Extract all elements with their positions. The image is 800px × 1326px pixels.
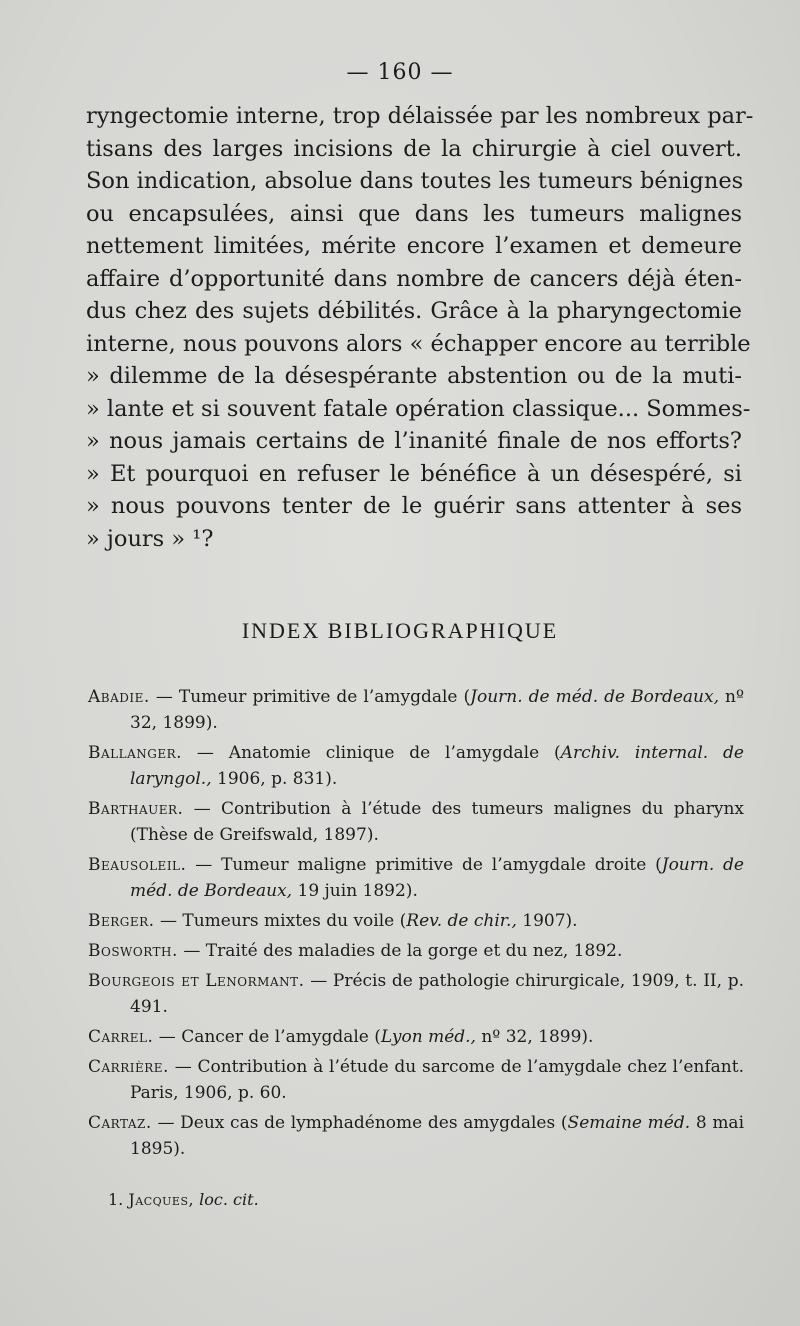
body-line: » Et pourquoi en refuser le bénéfice à un désespéré, si bbox=[86, 460, 742, 487]
bib-author: Ballanger. bbox=[88, 743, 183, 763]
bib-author: Bosworth. bbox=[88, 941, 178, 961]
bibliography-entry bbox=[88, 1024, 744, 1050]
page-number: — 160 — bbox=[346, 60, 454, 85]
body-paragraph bbox=[86, 100, 754, 555]
bib-journal: Archiv. internal. de laryngol., bbox=[130, 743, 744, 789]
bib-text: — Traité des maladies de la gorge et du nez, 1892. bbox=[177, 941, 623, 961]
body-line: » jours » ¹? bbox=[86, 525, 214, 552]
bibliography-entry bbox=[88, 1110, 744, 1162]
bibliography-entry bbox=[88, 796, 744, 848]
bibliography-entry bbox=[88, 908, 744, 934]
bib-author: Abadie. bbox=[88, 687, 150, 707]
section-title: INDEX BIBLIOGRAPHIQUE bbox=[241, 618, 559, 643]
bib-journal: Journ. de méd. de Bordeaux, bbox=[470, 687, 719, 707]
bib-text: — Anatomie clinique de l’amygdale ( bbox=[182, 743, 561, 763]
footnote bbox=[108, 1190, 259, 1209]
bib-author: Carrel. bbox=[88, 1027, 154, 1047]
bib-author: Carrière. bbox=[88, 1057, 169, 1077]
bib-text: — Deux cas de lymphadénome des amygdales ( bbox=[151, 1113, 568, 1133]
bib-author: Cartaz. bbox=[88, 1113, 152, 1133]
bib-text: — Tumeurs mixtes du voile ( bbox=[154, 911, 407, 931]
bib-journal: Journ. de méd. de Bordeaux, bbox=[130, 855, 744, 901]
body-line: Son indication, absolue dans toutes les tumeurs bénignes bbox=[86, 168, 744, 194]
bib-journal: Semaine méd. bbox=[567, 1113, 691, 1133]
body-line: ryngectomie interne, trop délaissée par les nombreux par- bbox=[86, 103, 754, 129]
bib-text: nº 32, 1899). bbox=[475, 1027, 594, 1047]
body-line: » nous jamais certains de l’inanité finale de nos efforts? bbox=[86, 428, 742, 454]
bibliography-entry bbox=[88, 852, 744, 904]
body-line: affaire d’opportunité dans nombre de cancers déjà éten- bbox=[86, 265, 742, 292]
bib-journal: Rev. de chir., bbox=[406, 911, 517, 931]
bib-text: nº 32, 1899). bbox=[130, 687, 744, 733]
bib-journal: Lyon méd., bbox=[380, 1027, 476, 1047]
bib-author: Berger. bbox=[88, 911, 155, 931]
body-line: » nous pouvons tenter de le guérir sans attenter à ses bbox=[86, 493, 742, 519]
body-line: dus chez des sujets débilités. Grâce à la pharyngectomie bbox=[86, 298, 742, 324]
footnote-reference: loc. cit. bbox=[199, 1190, 259, 1209]
bib-author: Barthauer. bbox=[88, 799, 184, 819]
bibliography-entry bbox=[88, 968, 744, 1020]
body-line: ou encapsulées, ainsi que dans les tumeurs malignes bbox=[86, 200, 742, 227]
bib-text: 8 mai 1895). bbox=[130, 1113, 745, 1159]
body-line: tisans des larges incisions de la chirurgie à ciel ouvert. bbox=[86, 135, 742, 162]
bib-text: — Contribution à l’étude des tumeurs malignes du pharynx (Thèse de Greifswald, 1897). bbox=[130, 799, 744, 845]
bib-author: Bourgeois et Lenormant. bbox=[88, 971, 305, 991]
body-line: » lante et si souvent fatale opération classique... Sommes- bbox=[86, 395, 751, 422]
bib-text: 19 juin 1892). bbox=[292, 881, 418, 901]
bibliography-list bbox=[88, 684, 744, 1166]
footnote-number: 1. bbox=[108, 1190, 124, 1209]
body-line: » dilemme de la désespérante abstention ou de la muti- bbox=[86, 363, 742, 389]
footnote-author: Jacques, bbox=[128, 1190, 195, 1209]
bib-text: 1906, p. 831). bbox=[211, 769, 338, 789]
bibliography-entry bbox=[88, 1054, 744, 1106]
bibliography-entry bbox=[88, 938, 744, 964]
bib-text: — Tumeur maligne primitive de l’amygdale droite ( bbox=[186, 855, 662, 875]
body-line: interne, nous pouvons alors « échapper encore au terrible bbox=[86, 330, 751, 357]
bibliography-entry bbox=[88, 740, 744, 792]
bibliography-entry bbox=[88, 684, 744, 736]
bib-text: — Cancer de l’amygdale ( bbox=[153, 1027, 381, 1047]
bib-text: — Tumeur primitive de l’amygdale ( bbox=[149, 687, 471, 707]
bib-text: — Précis de pathologie chirurgicale, 1909, t. II, p. 491. bbox=[130, 971, 744, 1017]
bib-text: — Contribution à l’étude du sarcome de l’amygdale chez l’enfant. Paris, 1906, p. 60. bbox=[130, 1057, 744, 1103]
body-line: nettement limitées, mérite encore l’examen et demeure bbox=[86, 233, 742, 259]
bib-text: 1907). bbox=[516, 911, 578, 931]
bib-author: Beausoleil. bbox=[88, 855, 187, 875]
